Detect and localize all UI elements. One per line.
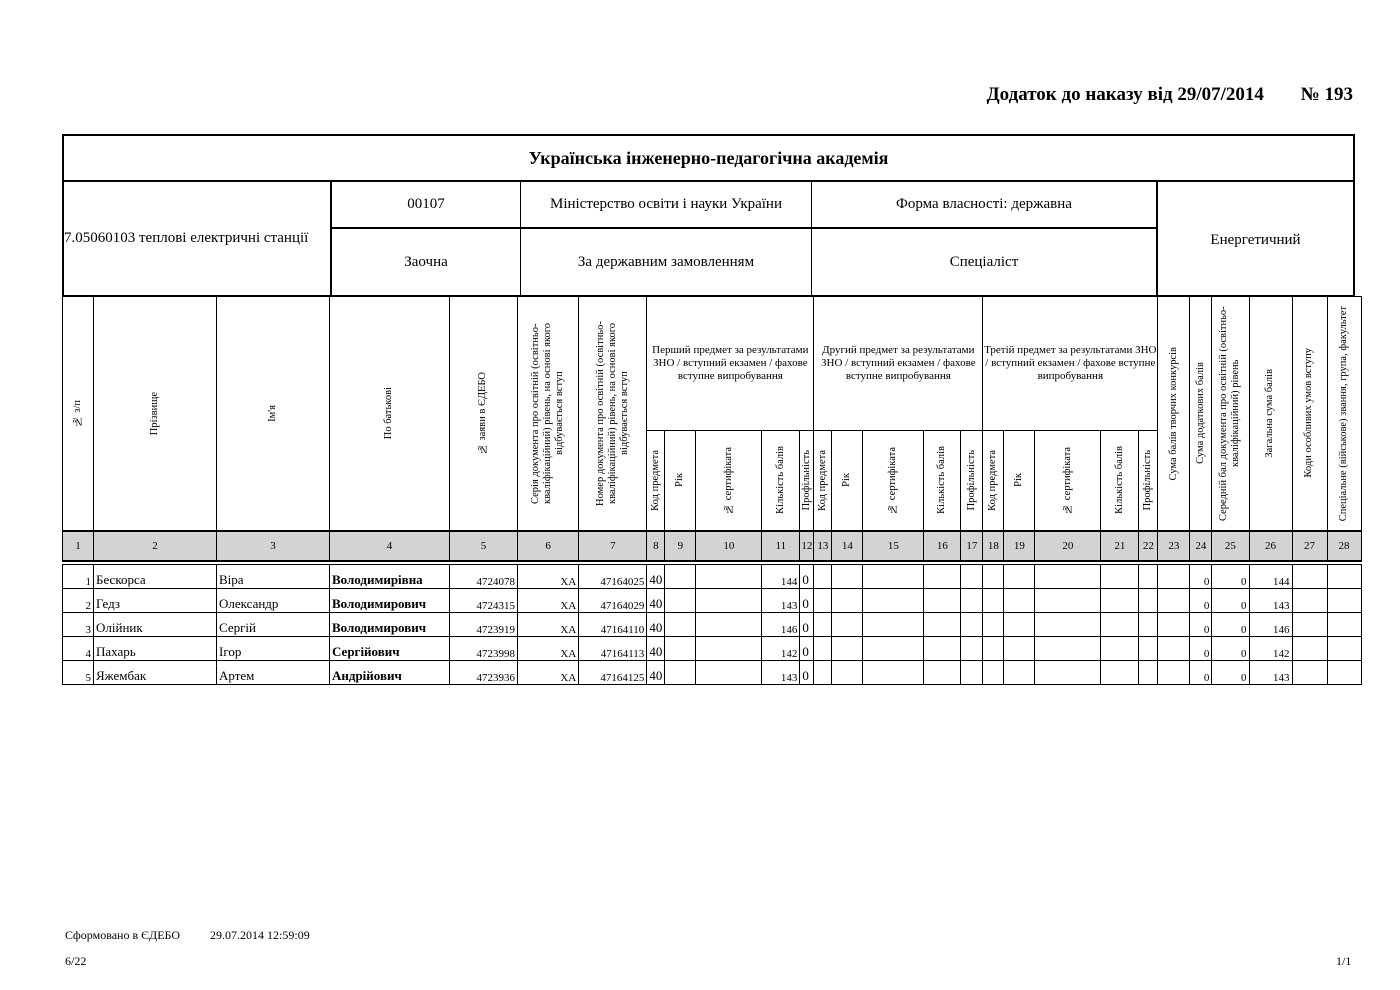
cell-empty — [1004, 637, 1035, 661]
cell-empty — [983, 637, 1004, 661]
column-number: 8 — [647, 531, 665, 561]
cell-patronymic: Андрійович — [330, 661, 450, 685]
cell-avg: 0 — [1212, 613, 1249, 637]
cell-empty — [863, 661, 924, 685]
column-number: 1 — [63, 531, 94, 561]
cell-empty — [1101, 565, 1139, 589]
cell-empty — [961, 661, 983, 685]
cell-prof1: 0 — [800, 613, 814, 637]
cell-empty — [983, 661, 1004, 685]
column-number: 9 — [665, 531, 696, 561]
cell-empty — [1101, 589, 1139, 613]
column-number: 15 — [863, 531, 924, 561]
cell-empty — [1035, 589, 1101, 613]
cell-avg: 0 — [1212, 589, 1249, 613]
cell-patronymic: Сергійович — [330, 637, 450, 661]
cell-avg: 0 — [1212, 661, 1249, 685]
cell-empty — [961, 613, 983, 637]
footer-generated — [65, 928, 310, 943]
cell-empty — [1004, 613, 1035, 637]
subject1-header: Перший предмет за результатами ЗНО / вступний екзамен / фахове вступне випробування — [647, 297, 814, 431]
cell-surname: Бескорса — [94, 565, 217, 589]
cell-empty — [1292, 613, 1327, 637]
column-number: 10 — [696, 531, 762, 561]
cell-avg: 0 — [1212, 565, 1249, 589]
cell-empty — [832, 637, 863, 661]
cell-empty — [983, 565, 1004, 589]
cell-add: 0 — [1190, 613, 1212, 637]
cell-empty — [863, 637, 924, 661]
col-doc-series-header: Серія документа про освітній (освітньо-кваліфікаційний) рівень, на основі якого відбувається вступ — [518, 297, 579, 531]
cell-empty — [1101, 661, 1139, 685]
cell-empty — [924, 661, 961, 685]
cell-code1: 40 — [647, 613, 665, 637]
institution-code: 00107 — [407, 196, 445, 212]
column-number: 23 — [1158, 531, 1190, 561]
cell-series: ХА — [518, 661, 579, 685]
cell-empty — [814, 661, 832, 685]
ministry: Міністерство освіти і науки України — [549, 196, 782, 212]
cell-add: 0 — [1190, 565, 1212, 589]
sub2-cert-header: № сертифіката — [863, 431, 924, 531]
column-number-row — [63, 531, 1362, 561]
table-row — [63, 589, 1362, 613]
cell-score1: 143 — [762, 661, 800, 685]
table-row — [63, 613, 1362, 637]
specialty: 7.05060103 теплові електричні станції — [64, 230, 309, 246]
sub2-year-header: Рік — [832, 431, 863, 531]
cell-n: 3 — [63, 613, 94, 637]
cell-series: ХА — [518, 613, 579, 637]
footer-page-ref: 6/22 — [65, 954, 87, 968]
cell-empty — [1101, 637, 1139, 661]
col-additional-header: Сума додаткових балів — [1190, 297, 1212, 531]
faculty: Енергетичний — [1210, 232, 1301, 248]
cell-empty — [814, 565, 832, 589]
funding: За державним замовленням — [577, 253, 755, 270]
cell-avg: 0 — [1212, 637, 1249, 661]
cell-total: 144 — [1249, 565, 1292, 589]
cell-name: Ігор — [217, 637, 330, 661]
cell-empty — [1292, 637, 1327, 661]
column-number: 24 — [1190, 531, 1212, 561]
cell-score1: 143 — [762, 589, 800, 613]
cell-empty — [665, 565, 696, 589]
column-number: 18 — [983, 531, 1004, 561]
institution-header — [62, 134, 1355, 297]
sub3-cert-header: № сертифіката — [1035, 431, 1101, 531]
cell-n: 1 — [63, 565, 94, 589]
study-form: Заочна — [404, 253, 448, 270]
cell-surname: Пахарь — [94, 637, 217, 661]
table-row — [63, 661, 1362, 685]
sub1-year-header: Рік — [665, 431, 696, 531]
cell-app: 4724315 — [450, 589, 518, 613]
cell-prof1: 0 — [800, 661, 814, 685]
order-number: № 193 — [1300, 84, 1353, 105]
cell-total: 143 — [1249, 589, 1292, 613]
sub2-profile-header: Профільність — [961, 431, 983, 531]
cell-name: Віра — [217, 565, 330, 589]
cell-empty — [924, 637, 961, 661]
cell-empty — [1327, 661, 1361, 685]
column-number: 6 — [518, 531, 579, 561]
column-number: 14 — [832, 531, 863, 561]
col-doc-number-header: Номер документа про освітній (освітньо-кваліфікаційний) рівень, на основі якого відбувається вступ — [579, 297, 647, 531]
table-row — [63, 565, 1362, 589]
institution-name: Українська інженерно-педагогічна академія — [528, 147, 889, 168]
sub3-score-header: Кількість балів — [1101, 431, 1139, 531]
column-number: 19 — [1004, 531, 1035, 561]
sub3-year-header: Рік — [1004, 431, 1035, 531]
cell-code1: 40 — [647, 637, 665, 661]
cell-surname: Яжембак — [94, 661, 217, 685]
cell-empty — [1158, 661, 1190, 685]
cell-empty — [1158, 589, 1190, 613]
cell-empty — [814, 613, 832, 637]
cell-total: 143 — [1249, 661, 1292, 685]
table-row — [63, 637, 1362, 661]
sub2-code-header: Код предмета — [814, 431, 832, 531]
cell-empty — [983, 589, 1004, 613]
cell-total: 146 — [1249, 613, 1292, 637]
sub1-score-header: Кількість балів — [762, 431, 800, 531]
sub3-profile-header: Профільність — [1139, 431, 1158, 531]
column-number: 20 — [1035, 531, 1101, 561]
cell-empty — [696, 565, 762, 589]
column-number: 7 — [579, 531, 647, 561]
cell-empty — [1158, 613, 1190, 637]
cell-empty — [832, 565, 863, 589]
cell-add: 0 — [1190, 589, 1212, 613]
ownership: Форма власності: державна — [896, 196, 1072, 212]
cell-empty — [696, 613, 762, 637]
cell-empty — [1158, 565, 1190, 589]
generated-label: Сформовано в ЄДЕБО — [65, 928, 181, 942]
data-rows — [63, 565, 1362, 685]
cell-score1: 142 — [762, 637, 800, 661]
column-number: 22 — [1139, 531, 1158, 561]
cell-empty — [961, 565, 983, 589]
cell-empty — [961, 637, 983, 661]
cell-empty — [1139, 589, 1158, 613]
column-number: 3 — [217, 531, 330, 561]
column-number: 13 — [814, 531, 832, 561]
sub3-code-header: Код предмета — [983, 431, 1004, 531]
cell-doc: 47164125 — [579, 661, 647, 685]
cell-empty — [1035, 565, 1101, 589]
cell-empty — [696, 637, 762, 661]
cell-series: ХА — [518, 589, 579, 613]
column-number: 27 — [1292, 531, 1327, 561]
cell-empty — [863, 589, 924, 613]
cell-name: Артем — [217, 661, 330, 685]
cell-patronymic: Володимирович — [330, 589, 450, 613]
col-num-header: № з/п — [63, 297, 94, 531]
cell-empty — [1139, 565, 1158, 589]
cell-empty — [1292, 565, 1327, 589]
cell-empty — [1327, 565, 1361, 589]
cell-surname: Гедз — [94, 589, 217, 613]
cell-doc: 47164029 — [579, 589, 647, 613]
col-patronymic-header: По батькові — [330, 297, 450, 531]
subject3-header: Третій предмет за результатами ЗНО / вступний екзамен / фахове вступне випробування — [983, 297, 1158, 431]
cell-empty — [1292, 589, 1327, 613]
col-special-header: Коди особливих умов вступу — [1292, 297, 1327, 531]
cell-empty — [961, 589, 983, 613]
cell-app: 4723919 — [450, 613, 518, 637]
cell-empty — [1035, 637, 1101, 661]
cell-empty — [814, 637, 832, 661]
cell-patronymic: Володимирівна — [330, 565, 450, 589]
column-number: 2 — [94, 531, 217, 561]
footer-page: 1/1 — [1336, 954, 1352, 968]
cell-empty — [924, 613, 961, 637]
sub1-code-header: Код предмета — [647, 431, 665, 531]
cell-empty — [1158, 637, 1190, 661]
applicants-table — [62, 296, 1362, 685]
col-creative-header: Сума балів творчих конкурсів — [1158, 297, 1190, 531]
cell-name: Олександр — [217, 589, 330, 613]
cell-empty — [696, 589, 762, 613]
column-number: 28 — [1327, 531, 1361, 561]
cell-code1: 40 — [647, 661, 665, 685]
col-surname-header: Прізвище — [94, 297, 217, 531]
cell-empty — [1004, 565, 1035, 589]
cell-empty — [814, 589, 832, 613]
cell-empty — [832, 589, 863, 613]
cell-app: 4723936 — [450, 661, 518, 685]
sub2-score-header: Кількість балів — [924, 431, 961, 531]
column-number: 26 — [1249, 531, 1292, 561]
cell-empty — [1035, 661, 1101, 685]
column-number: 21 — [1101, 531, 1139, 561]
cell-empty — [1004, 661, 1035, 685]
cell-add: 0 — [1190, 637, 1212, 661]
cell-empty — [924, 589, 961, 613]
cell-doc: 47164025 — [579, 565, 647, 589]
cell-n: 4 — [63, 637, 94, 661]
cell-n: 2 — [63, 589, 94, 613]
cell-empty — [1139, 637, 1158, 661]
cell-surname: Олійник — [94, 613, 217, 637]
col-avg-header: Середній бал документа про освітній (освітньо-кваліфікаційний) рівень — [1212, 297, 1249, 531]
order-title — [0, 84, 1353, 106]
cell-empty — [1139, 661, 1158, 685]
cell-empty — [1004, 589, 1035, 613]
cell-empty — [665, 637, 696, 661]
order-title-text: Додаток до наказу від 29/07/2014 — [986, 84, 1264, 105]
cell-empty — [1139, 613, 1158, 637]
column-number: 17 — [961, 531, 983, 561]
cell-app: 4723998 — [450, 637, 518, 661]
cell-total: 142 — [1249, 637, 1292, 661]
column-number: 11 — [762, 531, 800, 561]
cell-empty — [665, 661, 696, 685]
column-number: 4 — [330, 531, 450, 561]
subject2-header: Другий предмет за результатами ЗНО / вступний екзамен / фахове вступне випробування — [814, 297, 983, 431]
cell-empty — [665, 589, 696, 613]
cell-n: 5 — [63, 661, 94, 685]
column-number: 12 — [800, 531, 814, 561]
cell-code1: 40 — [647, 589, 665, 613]
cell-prof1: 0 — [800, 565, 814, 589]
generated-datetime: 29.07.2014 12:59:09 — [210, 928, 310, 942]
column-number: 25 — [1212, 531, 1249, 561]
column-number: 5 — [450, 531, 518, 561]
cell-empty — [696, 661, 762, 685]
cell-add: 0 — [1190, 661, 1212, 685]
cell-empty — [832, 613, 863, 637]
cell-name: Сергій — [217, 613, 330, 637]
cell-score1: 144 — [762, 565, 800, 589]
cell-code1: 40 — [647, 565, 665, 589]
cell-prof1: 0 — [800, 637, 814, 661]
cell-score1: 146 — [762, 613, 800, 637]
cell-doc: 47164110 — [579, 613, 647, 637]
cell-empty — [1101, 613, 1139, 637]
col-military-header: Спеціальне (військове) звання, група, факультет — [1327, 297, 1361, 531]
degree: Спеціаліст — [949, 253, 1019, 270]
cell-empty — [983, 613, 1004, 637]
cell-empty — [1327, 637, 1361, 661]
col-name-header: Ім'я — [217, 297, 330, 531]
column-number: 16 — [924, 531, 961, 561]
cell-empty — [1035, 613, 1101, 637]
cell-series: ХА — [518, 637, 579, 661]
cell-empty — [863, 565, 924, 589]
cell-empty — [863, 613, 924, 637]
sub1-profile-header: Профільність — [800, 431, 814, 531]
cell-empty — [832, 661, 863, 685]
cell-patronymic: Володимирович — [330, 613, 450, 637]
cell-empty — [924, 565, 961, 589]
cell-prof1: 0 — [800, 589, 814, 613]
col-total-header: Загальна сума балів — [1249, 297, 1292, 531]
cell-series: ХА — [518, 565, 579, 589]
cell-app: 4724078 — [450, 565, 518, 589]
sub1-cert-header: № сертифіката — [696, 431, 762, 531]
cell-empty — [1327, 613, 1361, 637]
cell-empty — [1327, 589, 1361, 613]
cell-empty — [1292, 661, 1327, 685]
cell-doc: 47164113 — [579, 637, 647, 661]
cell-empty — [665, 613, 696, 637]
col-app-header: № заяви в ЄДЕБО — [450, 297, 518, 531]
